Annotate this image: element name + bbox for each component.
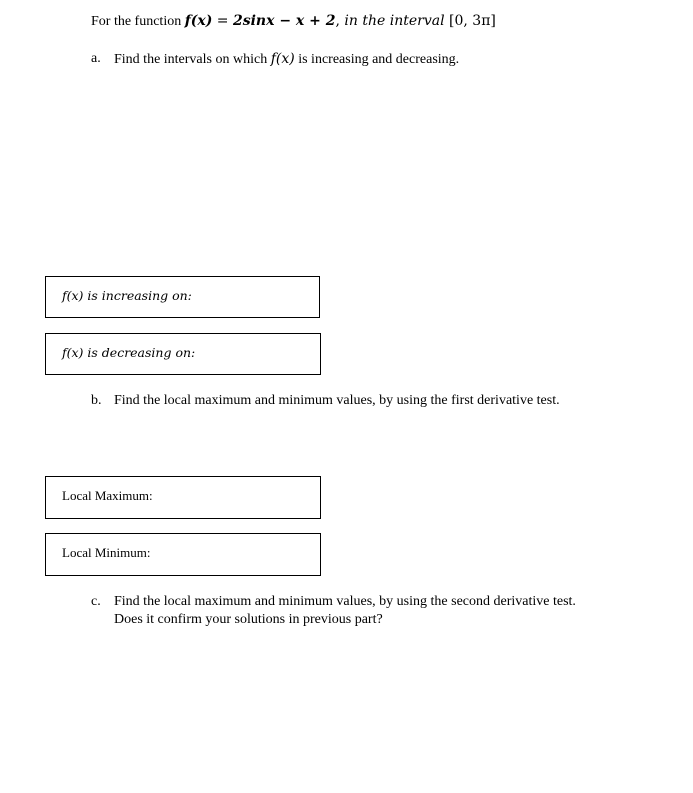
part-a-letter: a. [91,51,101,66]
decreasing-answer-box[interactable] [45,333,321,375]
part-c-question-line2: Does it confirm your solutions in previous part? [114,612,383,627]
local-minimum-answer-box[interactable] [45,533,321,576]
function-lhs: f(x) [184,13,213,29]
increasing-label: f(x) is increasing on: [62,288,192,303]
function-rhs: 2sinx − x + 2 [232,13,336,29]
part-c-question-line1: Find the local maximum and minimum values, by using the second derivative test. [114,594,576,609]
intro-text: For the function [91,14,182,29]
function-statement [91,12,496,31]
part-a-question-suffix: is increasing and decreasing. [294,52,460,67]
comma: , [335,13,345,29]
part-b-letter: b. [91,393,102,408]
local-minimum-label: Local Minimum: [62,545,151,560]
part-a-question-prefix: Find the intervals on which [114,52,271,67]
increasing-answer-box[interactable] [45,276,320,318]
interval-phrase: in the interval [344,13,445,29]
decreasing-label: f(x) is decreasing on: [62,345,196,360]
local-maximum-answer-box[interactable] [45,476,321,519]
interval-value: [0, 3π] [444,13,496,29]
equals-sign: = [212,13,233,29]
part-c-letter: c. [91,594,101,609]
part-a-question-func: f(x) [270,51,295,67]
part-a-question [114,50,459,69]
part-b-question: Find the local maximum and minimum values, by using the first derivative test. [114,393,560,408]
local-maximum-label: Local Maximum: [62,488,153,503]
